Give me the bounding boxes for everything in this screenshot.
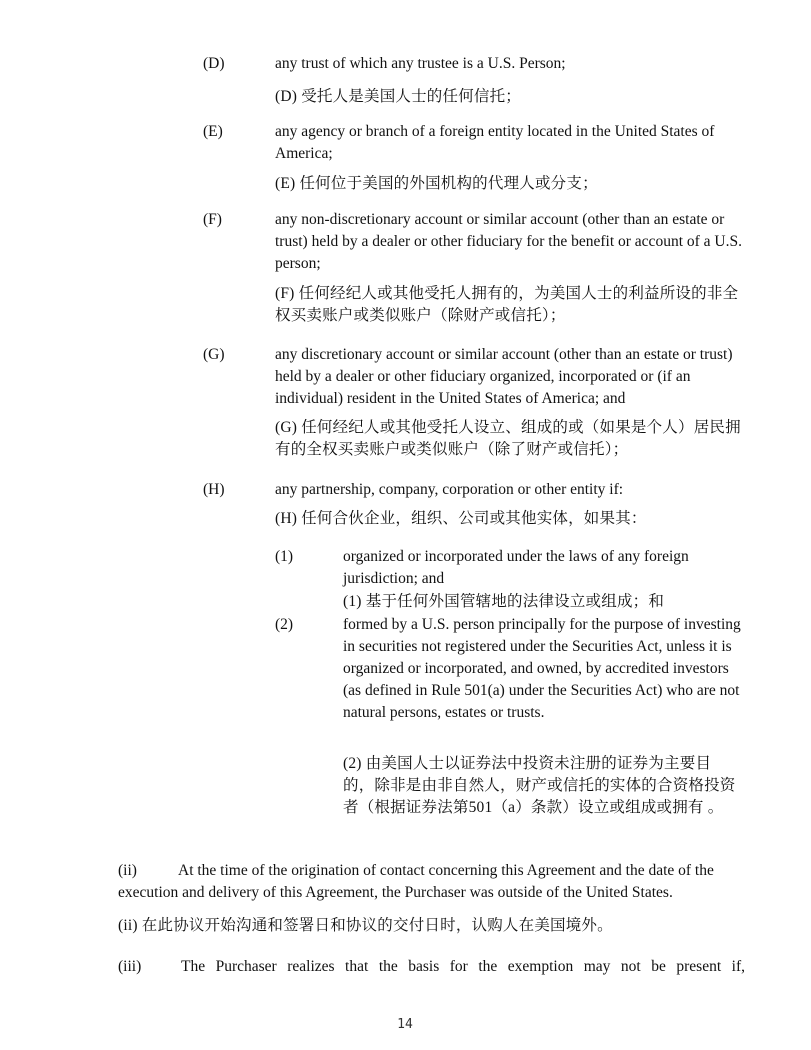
item-label-g: (G) bbox=[203, 346, 225, 363]
item-g-english: any discretionary account or similar account (other than an estate or trust) held by a dealer or other fiduciary organized, incorporated or (if an individual) resident in the United States of America; and bbox=[275, 346, 733, 407]
page-number: 14 bbox=[397, 1017, 413, 1032]
clause-iii-english: The Purchaser realizes that the basis for the exemption may not be present if, bbox=[181, 958, 745, 975]
item-f-chinese: (F) 任何经纪人或其他受托人拥有的，为美国人士的利益所设的非全权买卖账户或类似账户（除财产或信托）； bbox=[275, 285, 739, 324]
subitem-2-chinese: (2) 由美国人士以证券法中投资未注册的证券为主要目的，除非是由非自然人，财产或信托的实体的合资格投资者（根据证券法第501（a）条款）设立或组成或拥有 。 bbox=[343, 755, 736, 816]
item-h-english: any partnership, company, corporation or other entity if: bbox=[275, 481, 624, 498]
subitem-label-1: (1) bbox=[275, 548, 294, 565]
clause-ii-chinese: (ii) 在此协议开始沟通和签署日和协议的交付日时，认购人在美国境外。 bbox=[118, 917, 613, 934]
item-e-english: any agency or branch of a foreign entity located in the United States of America; bbox=[275, 123, 715, 162]
subitem-1-english: organized or incorporated under the laws of any foreign jurisdiction; and bbox=[343, 548, 689, 587]
item-g-chinese: (G) 任何经纪人或其他受托人设立、组成的或（如果是个人）居民拥有的全权买卖账户或类似账户（除了财产或信托）； bbox=[275, 419, 741, 458]
item-h-chinese: (H) 任何合伙企业，组织、公司或其他实体，如果其： bbox=[275, 510, 647, 527]
clause-label-ii: (ii) bbox=[118, 862, 137, 879]
clause-ii-english: At the time of the origination of contact concerning this Agreement and the date of the execution and delivery of this Agreement, the Purchaser was outside of the United States. bbox=[118, 862, 714, 901]
item-label-h: (H) bbox=[203, 481, 225, 498]
subitem-2-english: formed by a U.S. person principally for the purpose of investing in securities not registered under the Securities Act, unless it is organized or incorporated, and owned, by accredited investors (as defined in Rule 501(a) under the Securities Act) who are not natural persons, estates or trusts. bbox=[343, 616, 741, 721]
item-label-d: (D) bbox=[203, 55, 225, 72]
item-label-e: (E) bbox=[203, 123, 223, 140]
subitem-1-chinese: (1) 基于任何外国管辖地的法律设立或组成；和 bbox=[343, 593, 665, 610]
item-d-english: any trust of which any trustee is a U.S. Person; bbox=[275, 55, 566, 72]
item-f-english: any non-discretionary account or similar account (other than an estate or trust) held by a dealer or other fiduciary for the benefit or account of a U.S. person; bbox=[275, 211, 742, 272]
item-d-chinese: (D) 受托人是美国人士的任何信托； bbox=[275, 88, 521, 105]
subitem-label-2: (2) bbox=[275, 616, 294, 633]
item-label-f: (F) bbox=[203, 211, 222, 228]
clause-label-iii: (iii) bbox=[118, 958, 142, 975]
item-e-chinese: (E) 任何位于美国的外国机构的代理人或分支； bbox=[275, 175, 598, 192]
